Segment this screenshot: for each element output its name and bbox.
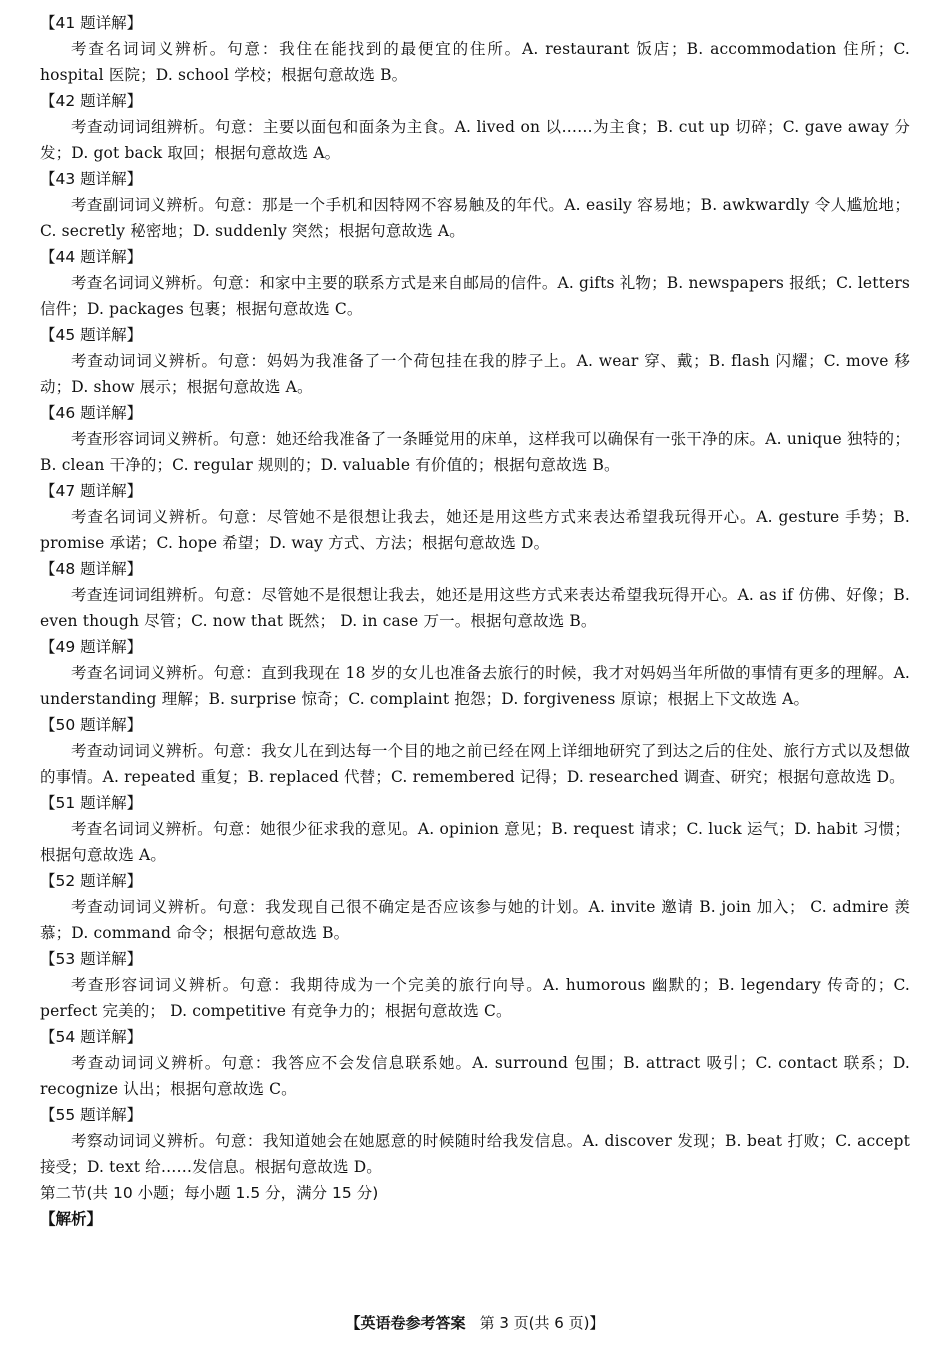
question-heading: 【43 题详解】 xyxy=(40,170,143,188)
question-heading: 【45 题详解】 xyxy=(40,326,143,344)
answer-item xyxy=(40,1102,910,1180)
footer-page-number: 第 3 页(共 6 页)】 xyxy=(479,1314,605,1332)
question-explanation: 考查连词词组辨析。句意：尽管她不是很想让我去，她还是用这些方式来表达希望我玩得开心。A. as if 仿佛、好像；B. even though 尽管；C. now that 既然； D. in case 万一。根据句意故选 B。 xyxy=(40,586,910,630)
question-explanation: 考查名词词义辨析。句意：我住在能找到的最便宜的住所。A. restaurant 饭店；B. accommodation 住所；C. hospital 医院；D. school 学校；根据句意故选 B。 xyxy=(40,40,910,84)
question-heading: 【47 题详解】 xyxy=(40,482,143,500)
question-explanation: 考查动词词义辨析。句意：我发现自己很不确定是否应该参与她的计划。A. invite 邀请 B. join 加入； C. admire 羡慕；D. command 命令；根据句意故选 B。 xyxy=(40,898,910,942)
answer-item xyxy=(40,790,910,868)
question-heading: 【50 题详解】 xyxy=(40,716,143,734)
question-heading: 【55 题详解】 xyxy=(40,1106,143,1124)
answer-item xyxy=(40,712,910,790)
answer-page xyxy=(40,10,910,1232)
answer-item xyxy=(40,322,910,400)
question-heading: 【42 题详解】 xyxy=(40,92,143,110)
question-explanation: 考查名词词义辨析。句意：直到我现在 18 岁的女儿也准备去旅行的时候，我才对妈妈当年所做的事情有更多的理解。A. understanding 理解；B. surprise 惊奇；C. complaint 抱怨；D. forgiveness 原谅；根据上下文故选 A。 xyxy=(40,664,910,708)
question-explanation: 考查形容词词义辨析。句意：她还给我准备了一条睡觉用的床单，这样我可以确保有一张干净的床。A. unique 独特的；B. clean 干净的；C. regular 规则的；D. valuable 有价值的；根据句意故选 B。 xyxy=(40,430,910,474)
question-heading: 【51 题详解】 xyxy=(40,794,143,812)
answer-item xyxy=(40,244,910,322)
question-explanation: 考查名词词义辨析。句意：她很少征求我的意见。A. opinion 意见；B. request 请求；C. luck 运气；D. habit 习惯；根据句意故选 A。 xyxy=(40,820,910,864)
question-explanation: 考查形容词词义辨析。句意：我期待成为一个完美的旅行向导。A. humorous 幽默的；B. legendary 传奇的；C. perfect 完美的； D. competitive 有竞争力的；根据句意故选 C。 xyxy=(40,976,910,1020)
answer-item xyxy=(40,10,910,88)
question-heading: 【41 题详解】 xyxy=(40,14,143,32)
question-explanation: 考查动词词义辨析。句意：我女儿在到达每一个目的地之前已经在网上详细地研究了到达之后的住处、旅行方式以及想做的事情。A. repeated 重复；B. replaced 代替；C. remembered 记得；D. researched 调查、研究；根据句意故选 D。 xyxy=(40,742,910,786)
question-explanation: 考察动词词义辨析。句意：我知道她会在她愿意的时候随时给我发信息。A. discover 发现；B. beat 打败；C. accept 接受；D. text 给……发信息。根据句意故选 D。 xyxy=(40,1132,910,1176)
question-explanation: 考查副词词义辨析。句意：那是一个手机和因特网不容易触及的年代。A. easily 容易地；B. awkwardly 令人尴尬地；C. secretly 秘密地；D. suddenly 突然；根据句意故选 A。 xyxy=(40,196,910,240)
question-heading: 【53 题详解】 xyxy=(40,950,143,968)
answer-item xyxy=(40,868,910,946)
answer-item xyxy=(40,400,910,478)
question-heading: 【49 题详解】 xyxy=(40,638,143,656)
question-explanation: 考查动词词义辨析。句意：我答应不会发信息联系她。A. surround 包围；B. attract 吸引；C. contact 联系；D. recognize 认出；根据句意故选 C。 xyxy=(40,1054,910,1098)
answer-item xyxy=(40,556,910,634)
footer-title: 【英语卷参考答案 xyxy=(345,1314,466,1332)
analysis-label: 【解析】 xyxy=(40,1210,103,1228)
answer-item xyxy=(40,946,910,1024)
question-heading: 【44 题详解】 xyxy=(40,248,143,266)
answer-item xyxy=(40,88,910,166)
question-explanation: 考查动词词组辨析。句意：主要以面包和面条为主食。A. lived on 以……为主食；B. cut up 切碎；C. gave away 分发；D. got back 取回；根据句意故选 A。 xyxy=(40,118,910,162)
page-footer xyxy=(0,1311,950,1335)
answer-list xyxy=(40,10,910,1180)
question-heading: 【48 题详解】 xyxy=(40,560,143,578)
question-explanation: 考查名词词义辨析。句意：和家中主要的联系方式是来自邮局的信件。A. gifts 礼物；B. newspapers 报纸；C. letters 信件；D. packages 包裹；根据句意故选 C。 xyxy=(40,274,910,318)
question-heading: 【54 题详解】 xyxy=(40,1028,143,1046)
section-title: 第二节(共 10 小题；每小题 1.5 分，满分 15 分) xyxy=(40,1184,379,1202)
answer-item xyxy=(40,166,910,244)
question-heading: 【46 题详解】 xyxy=(40,404,143,422)
question-explanation: 考查动词词义辨析。句意：妈妈为我准备了一个荷包挂在我的脖子上。A. wear 穿、戴；B. flash 闪耀；C. move 移动；D. show 展示；根据句意故选 A。 xyxy=(40,352,910,396)
question-heading: 【52 题详解】 xyxy=(40,872,143,890)
answer-item xyxy=(40,634,910,712)
question-explanation: 考查名词词义辨析。句意：尽管她不是很想让我去，她还是用这些方式来表达希望我玩得开心。A. gesture 手势；B. promise 承诺；C. hope 希望；D. way 方式、方法；根据句意故选 D。 xyxy=(40,508,910,552)
answer-item xyxy=(40,1024,910,1102)
answer-item xyxy=(40,478,910,556)
